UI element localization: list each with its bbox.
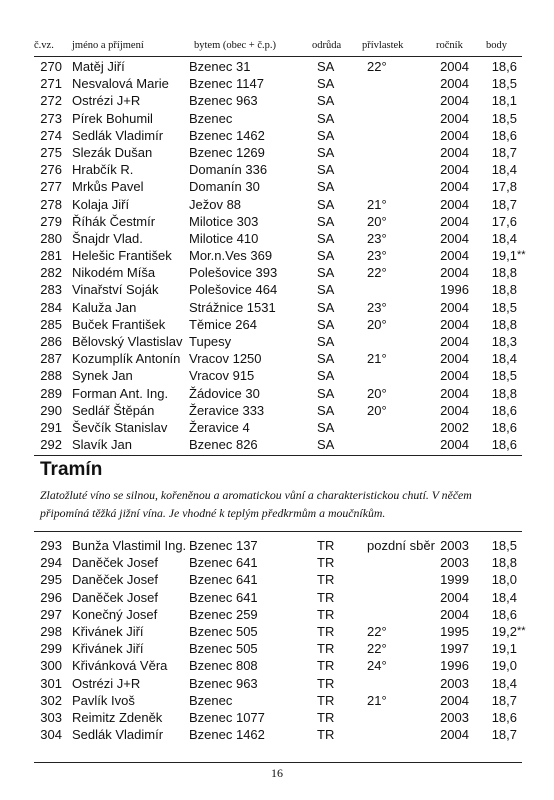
- table-row: [34, 589, 522, 606]
- sample-number: 270: [40, 59, 62, 74]
- points: 18,6: [491, 402, 517, 418]
- address: Bzenec 963: [189, 93, 258, 109]
- results-table-tr: [34, 537, 526, 743]
- grower-name: Sedlák Vladimír: [72, 127, 164, 143]
- points: 18,4: [491, 351, 517, 367]
- points: 18,8: [491, 282, 517, 298]
- table-row: [34, 554, 522, 571]
- table-row: [34, 281, 522, 298]
- grower-name: Ševčík Stanislav: [72, 419, 168, 435]
- table-row: [34, 316, 522, 333]
- address: Milotice 410: [189, 230, 259, 246]
- sample-number: 291: [40, 419, 62, 435]
- table-row: [34, 350, 522, 367]
- variety: TR: [317, 589, 335, 605]
- sample-number: 285: [40, 316, 62, 332]
- points: 18,4: [491, 230, 517, 246]
- predicate: 20°: [367, 385, 387, 401]
- address: Žeravice 333: [189, 402, 265, 418]
- address: Žeravice 4: [189, 419, 250, 435]
- variety: SA: [317, 59, 335, 74]
- col-header-points: body: [486, 40, 507, 51]
- variety: SA: [317, 316, 335, 332]
- vintage: 2004: [440, 76, 469, 92]
- table-row: [34, 571, 522, 588]
- variety: SA: [317, 282, 335, 298]
- address: Bzenec 1147: [189, 76, 264, 92]
- address: Bzenec 808: [189, 658, 258, 674]
- variety: SA: [317, 437, 335, 453]
- table-row: [34, 606, 522, 623]
- address: Bzenec 259: [189, 606, 258, 622]
- sample-number: 282: [40, 265, 62, 281]
- sample-number: 294: [40, 555, 62, 571]
- variety: SA: [317, 93, 335, 109]
- points: 18,8: [491, 316, 517, 332]
- col-header-predicate: přívlastek: [362, 40, 404, 51]
- vintage: 1995: [440, 623, 469, 639]
- sample-number: 299: [40, 641, 62, 657]
- variety: TR: [317, 623, 335, 639]
- variety: SA: [317, 419, 335, 435]
- address: Bzenec 1077: [189, 709, 265, 725]
- table-row: [34, 58, 522, 75]
- address: Bzenec 1269: [189, 144, 265, 160]
- address: Polešovice 464: [189, 282, 278, 298]
- section-description: Zlatožluté víno se silnou, kořeněnou a aromatickou vůní a charakteristickou chutí. V něčem připomíná těžká jižní vína. Je vhodné k teplým předkrmům a moučníkům.: [40, 488, 472, 520]
- grower-name: Daněček Josef: [72, 555, 158, 571]
- results-table-sa: [34, 58, 526, 453]
- grower-name: Pírek Bohumil: [72, 110, 153, 126]
- address: Bzenec: [189, 692, 233, 708]
- grower-name: Helešic František: [72, 248, 172, 264]
- variety: TR: [317, 555, 335, 571]
- address: Polešovice 393: [189, 265, 278, 281]
- variety: SA: [317, 248, 335, 264]
- table-row: [34, 675, 522, 692]
- grower-name: Nesvalová Marie: [72, 76, 169, 92]
- award-mark: **: [517, 624, 526, 637]
- header-rule: [34, 56, 522, 57]
- vintage: 2003: [440, 675, 469, 691]
- table-row: [34, 537, 522, 554]
- footer-rule: [34, 762, 522, 763]
- points: 18,8: [491, 555, 517, 571]
- vintage: 2003: [440, 709, 469, 725]
- points: 18,4: [491, 675, 517, 691]
- table-row: [34, 127, 522, 144]
- sample-number: 276: [40, 162, 62, 178]
- variety: SA: [317, 334, 335, 349]
- grower-name: Slezák Dušan: [72, 144, 153, 160]
- sample-number: 279: [40, 213, 62, 229]
- vintage: 2004: [440, 230, 469, 246]
- vintage: 2004: [440, 692, 469, 708]
- predicate: 23°: [367, 299, 387, 315]
- vintage: 2004: [440, 334, 469, 349]
- variety: SA: [317, 213, 335, 229]
- address: Bzenec 826: [189, 437, 258, 453]
- sample-number: 273: [40, 110, 62, 126]
- grower-name: Ostrézi J+R: [72, 675, 141, 691]
- sample-number: 304: [40, 727, 62, 743]
- address: Vracov 915: [189, 368, 255, 384]
- vintage: 2004: [440, 93, 469, 109]
- address: Bzenec 963: [189, 675, 258, 691]
- points: 18,5: [491, 110, 517, 126]
- vintage: 2004: [440, 606, 469, 622]
- points: 18,8: [491, 385, 517, 401]
- address: Žádovice 30: [189, 385, 260, 401]
- address: Milotice 303: [189, 213, 259, 229]
- grower-name: Říhák Čestmír: [72, 213, 156, 229]
- predicate: 23°: [367, 230, 387, 246]
- grower-name: Matěj Jiří: [72, 59, 125, 74]
- sample-number: 302: [40, 692, 62, 708]
- address: Bzenec 641: [189, 589, 258, 605]
- vintage: 1996: [440, 282, 469, 298]
- variety: SA: [317, 110, 335, 126]
- grower-name: Mrkůs Pavel: [72, 179, 144, 195]
- vintage: 2004: [440, 196, 469, 212]
- vintage: 2004: [440, 144, 469, 160]
- predicate: 20°: [367, 402, 387, 418]
- table-row: [34, 692, 522, 709]
- vintage: 2004: [440, 265, 469, 281]
- predicate: 21°: [367, 351, 387, 367]
- points: 18,6: [491, 419, 517, 435]
- vintage: 1996: [440, 658, 469, 674]
- points: 19,1: [491, 641, 517, 657]
- variety: TR: [317, 641, 335, 657]
- address: Bzenec 31: [189, 59, 251, 74]
- sample-number: 297: [40, 606, 62, 622]
- variety: SA: [317, 144, 335, 160]
- variety: SA: [317, 230, 335, 246]
- table-row: [34, 178, 522, 195]
- address: Bzenec 641: [189, 572, 258, 588]
- vintage: 2003: [440, 555, 469, 571]
- points: 17,6: [491, 213, 517, 229]
- table-row: [34, 161, 522, 178]
- table-row: [34, 436, 522, 453]
- address: Bzenec 505: [189, 623, 258, 639]
- sample-number: 281: [40, 248, 62, 264]
- col-header-vintage: ročník: [436, 40, 463, 51]
- address: Domanín 336: [189, 162, 268, 178]
- table-row: [34, 402, 522, 419]
- sample-number: 272: [40, 93, 62, 109]
- table-row: [34, 213, 522, 230]
- points: 18,5: [491, 76, 517, 92]
- sample-number: 293: [40, 538, 62, 553]
- vintage: 2004: [440, 437, 469, 453]
- points: 17,8: [491, 179, 517, 195]
- grower-name: Křivánek Jiří: [72, 623, 144, 639]
- grower-name: Buček František: [72, 316, 166, 332]
- col-header-name: jméno a příjmení: [72, 40, 144, 51]
- address: Bzenec 1462: [189, 127, 265, 143]
- award-mark: **: [517, 249, 526, 262]
- points: 18,8: [491, 265, 517, 281]
- grower-name: Hrabčík R.: [72, 162, 134, 178]
- vintage: 2004: [440, 179, 469, 195]
- variety: TR: [317, 658, 335, 674]
- variety: SA: [317, 402, 335, 418]
- grower-name: Synek Jan: [72, 368, 133, 384]
- grower-name: Daněček Josef: [72, 589, 158, 605]
- predicate: 20°: [367, 213, 387, 229]
- points: 18,6: [491, 606, 517, 622]
- points: 18,6: [491, 127, 517, 143]
- vintage: 2004: [440, 589, 469, 605]
- predicate: 22°: [367, 265, 387, 281]
- sample-number: 300: [40, 658, 62, 674]
- points: 18,6: [491, 709, 517, 725]
- sample-number: 274: [40, 127, 62, 143]
- grower-name: Pavlík Ivoš: [72, 692, 135, 708]
- address: Bzenec 505: [189, 641, 258, 657]
- variety: SA: [317, 299, 335, 315]
- grower-name: Sedlář Štěpán: [72, 402, 155, 418]
- address: Bzenec 137: [189, 538, 258, 553]
- variety: SA: [317, 351, 335, 367]
- predicate: 21°: [367, 692, 387, 708]
- grower-name: Kozumplík Antonín: [72, 351, 181, 367]
- sample-number: 301: [40, 675, 62, 691]
- sample-number: 271: [40, 76, 62, 92]
- variety: SA: [317, 368, 335, 384]
- variety: TR: [317, 572, 335, 588]
- points: 19,1: [491, 248, 517, 264]
- vintage: 1997: [440, 641, 469, 657]
- table-row: [34, 230, 522, 247]
- col-header-variety: odrůda: [312, 40, 342, 51]
- vintage: 2004: [440, 727, 469, 743]
- table-row: [34, 196, 522, 213]
- address: Domanín 30: [189, 179, 260, 195]
- grower-name: Šnajdr Vlad.: [72, 230, 143, 246]
- grower-name: Ostrézi J+R: [72, 93, 141, 109]
- vintage: 2004: [440, 316, 469, 332]
- predicate: 21°: [367, 196, 387, 212]
- points: 18,7: [491, 144, 517, 160]
- variety: TR: [317, 727, 335, 743]
- address: Vracov 1250: [189, 351, 262, 367]
- vintage: 2004: [440, 213, 469, 229]
- points: 18,4: [491, 589, 517, 605]
- table-row: [34, 299, 522, 316]
- table-row: [34, 657, 522, 674]
- vintage: 2004: [440, 110, 469, 126]
- vintage: 2004: [440, 299, 469, 315]
- variety: SA: [317, 265, 335, 281]
- grower-name: Daněček Josef: [72, 572, 158, 588]
- predicate: 22°: [367, 623, 387, 639]
- sample-number: 275: [40, 144, 62, 160]
- sample-number: 298: [40, 623, 62, 639]
- variety: SA: [317, 162, 335, 178]
- table-row: [34, 92, 522, 109]
- sample-number: 287: [40, 351, 62, 367]
- address: Mor.n.Ves 369: [189, 248, 273, 264]
- predicate: 22°: [367, 641, 387, 657]
- table-row: [34, 247, 526, 264]
- sample-number: 296: [40, 589, 62, 605]
- predicate: 23°: [367, 248, 387, 264]
- points: 19,2: [491, 623, 517, 639]
- points: 18,4: [491, 162, 517, 178]
- address: Bzenec: [189, 110, 233, 126]
- vintage: 2004: [440, 402, 469, 418]
- grower-name: Reimitz Zdeněk: [72, 709, 163, 725]
- points: 18,5: [491, 538, 517, 553]
- points: 18,0: [491, 572, 517, 588]
- sample-number: 284: [40, 299, 62, 315]
- table-header: [34, 40, 522, 54]
- address: Strážnice 1531: [189, 299, 276, 315]
- address: Ježov 88: [189, 196, 242, 212]
- address: Bzenec 641: [189, 555, 258, 571]
- sample-number: 277: [40, 179, 62, 195]
- vintage: 2004: [440, 248, 469, 264]
- vintage: 2004: [440, 162, 469, 178]
- variety: SA: [317, 127, 335, 143]
- points: 18,5: [491, 368, 517, 384]
- address: Tupesy: [189, 334, 232, 349]
- grower-name: Křivánek Jiří: [72, 641, 144, 657]
- points: 18,3: [491, 334, 517, 349]
- address: Bzenec 1462: [189, 727, 265, 743]
- table-row: [34, 110, 522, 127]
- vintage: 1999: [440, 572, 469, 588]
- sample-number: 286: [40, 334, 62, 349]
- table-row: [34, 623, 526, 640]
- table-row: [34, 419, 522, 436]
- variety: SA: [317, 179, 335, 195]
- page-number: 16: [271, 766, 283, 780]
- points: 18,7: [491, 692, 517, 708]
- table-row: [34, 264, 522, 281]
- sample-number: 289: [40, 385, 62, 401]
- predicate: 24°: [367, 658, 387, 674]
- sample-number: 283: [40, 282, 62, 298]
- grower-name: Nikodém Míša: [72, 265, 156, 281]
- table-row: [34, 367, 522, 384]
- variety: TR: [317, 538, 335, 553]
- grower-name: Vinařství Soják: [72, 282, 159, 298]
- grower-name: Křivánková Věra: [72, 658, 168, 674]
- table-row: [34, 333, 522, 350]
- points: 18,6: [491, 59, 517, 74]
- predicate: 22°: [367, 59, 387, 74]
- variety: TR: [317, 675, 335, 691]
- variety: SA: [317, 385, 335, 401]
- section-rule-top: [34, 455, 522, 456]
- col-header-sample-number: č.vz.: [34, 40, 54, 51]
- vintage: 2003: [440, 538, 469, 553]
- section-rule-bottom: [34, 531, 522, 532]
- variety: SA: [317, 76, 335, 92]
- address: Těmice 264: [189, 316, 257, 332]
- grower-name: Bělovský Vlastislav: [72, 334, 183, 349]
- points: 18,7: [491, 196, 517, 212]
- sample-number: 295: [40, 572, 62, 588]
- sample-number: 292: [40, 437, 62, 453]
- grower-name: Forman Ant. Ing.: [72, 385, 169, 401]
- points: 18,6: [491, 437, 517, 453]
- vintage: 2004: [440, 368, 469, 384]
- points: 18,7: [491, 727, 517, 743]
- points: 19,0: [491, 658, 517, 674]
- vintage: 2004: [440, 127, 469, 143]
- sample-number: 278: [40, 196, 62, 212]
- sample-number: 288: [40, 368, 62, 384]
- vintage: 2004: [440, 59, 469, 74]
- points: 18,5: [491, 299, 517, 315]
- variety: TR: [317, 692, 335, 708]
- table-row: [34, 385, 522, 402]
- table-row: [34, 640, 522, 657]
- vintage: 2004: [440, 385, 469, 401]
- sample-number: 290: [40, 402, 62, 418]
- variety: SA: [317, 196, 335, 212]
- variety: TR: [317, 606, 335, 622]
- col-header-address: bytem (obec + č.p.): [194, 40, 277, 51]
- table-row: [34, 726, 522, 743]
- grower-name: Kaluža Jan: [72, 299, 137, 315]
- variety: TR: [317, 709, 335, 725]
- predicate: 20°: [367, 316, 387, 332]
- table-row: [34, 709, 522, 726]
- sample-number: 280: [40, 230, 62, 246]
- table-row: [34, 75, 522, 92]
- section-title: Tramín: [40, 459, 103, 480]
- grower-name: Sedlák Vladimír: [72, 727, 164, 743]
- points: 18,1: [491, 93, 517, 109]
- table-row: [34, 144, 522, 161]
- grower-name: Kolaja Jiří: [72, 196, 130, 212]
- grower-name: Bunža Vlastimil Ing.: [72, 538, 187, 553]
- vintage: 2002: [440, 419, 469, 435]
- vintage: 2004: [440, 351, 469, 367]
- predicate: pozdní sběr: [367, 538, 435, 553]
- grower-name: Slavík Jan: [72, 437, 132, 453]
- grower-name: Konečný Josef: [72, 606, 158, 622]
- sample-number: 303: [40, 709, 62, 725]
